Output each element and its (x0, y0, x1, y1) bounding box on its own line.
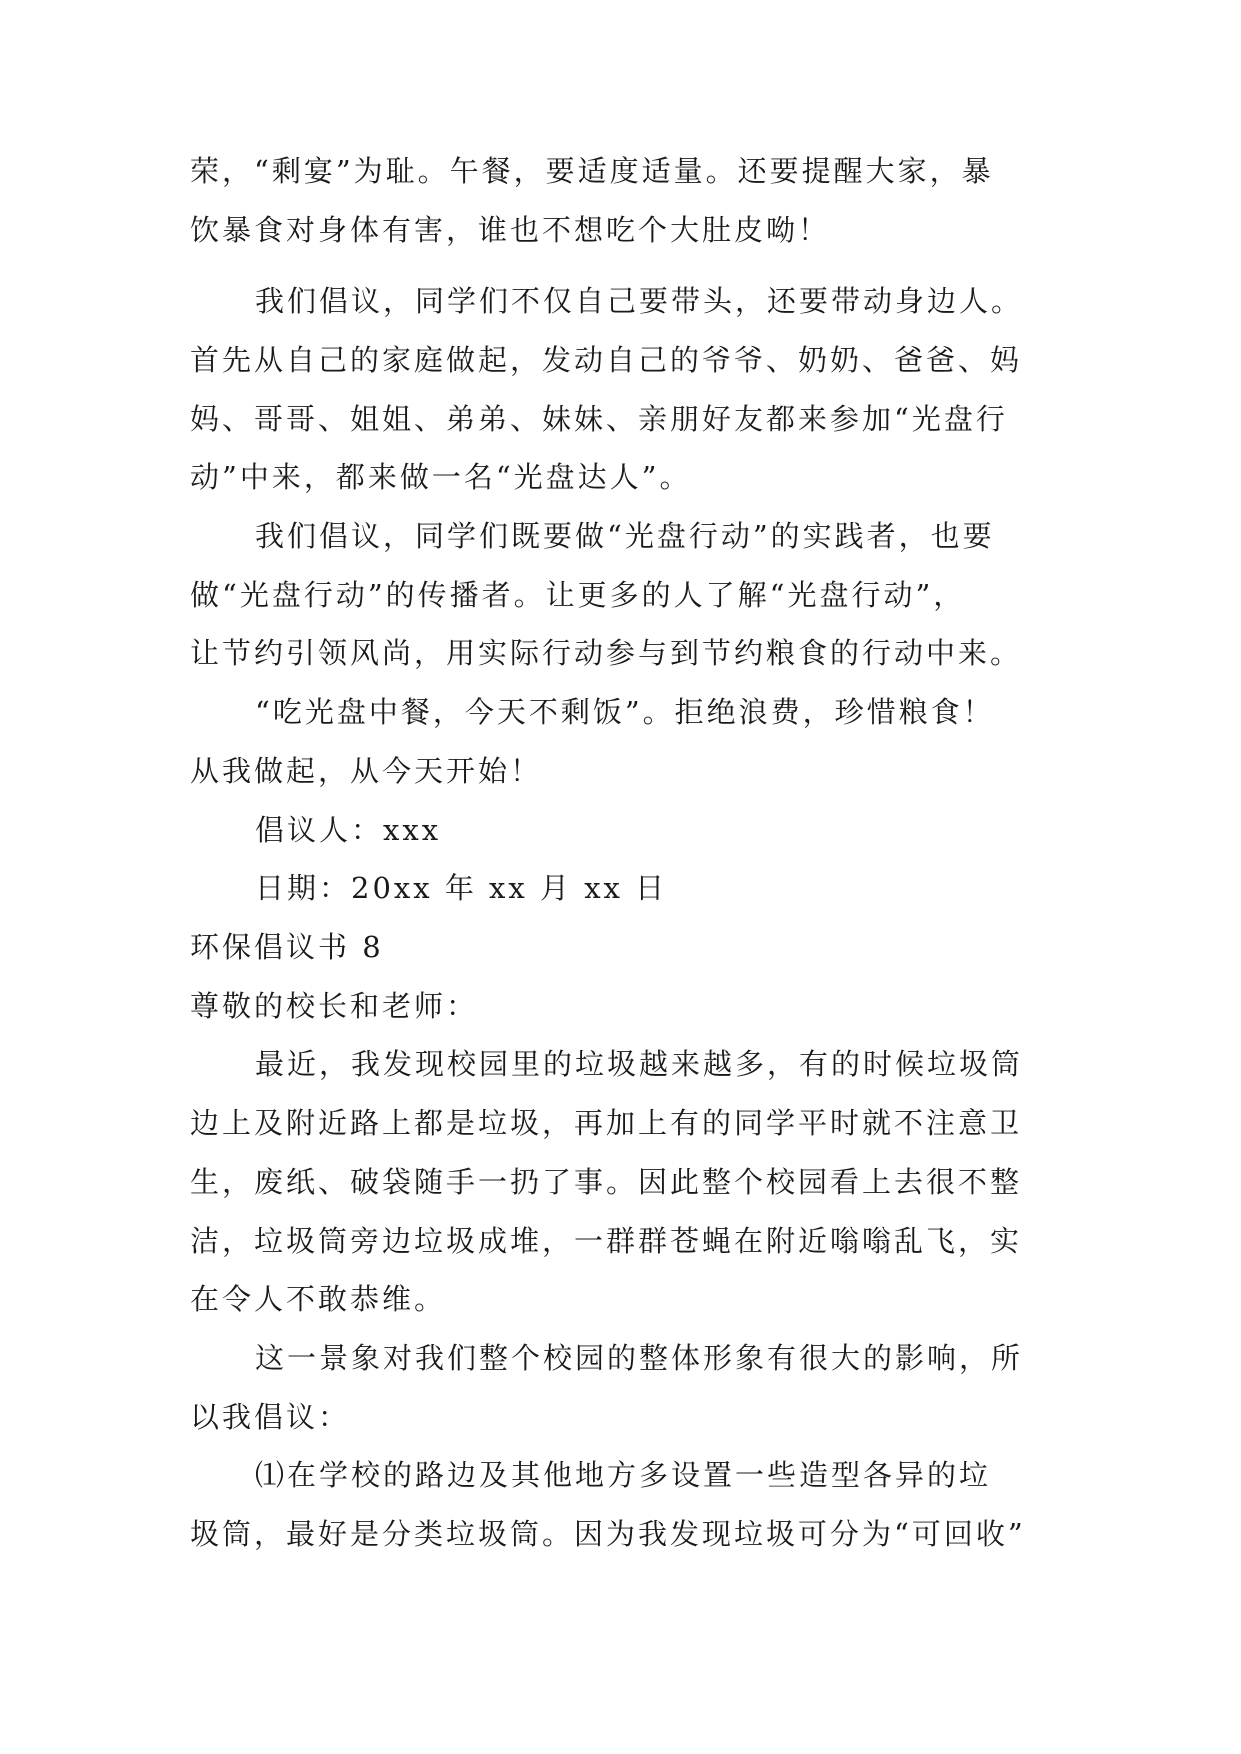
list-item-start: ⑴在学校的路边及其他地方多设置一些造型各异的垃 (255, 1458, 992, 1492)
text-line: 做“光盘行动”的传播者。让更多的人了解“光盘行动”， (190, 578, 966, 612)
paragraph-start: 最近，我发现校园里的垃圾越来越多，有的时候垃圾筒 (255, 1047, 1024, 1081)
paragraph-start: 我们倡议，同学们既要做“光盘行动”的实践者，也要 (255, 519, 995, 553)
text-line: 荣，“剩宴”为耻。午餐，要适度适量。还要提醒大家，暴 (190, 154, 994, 188)
slogan-line: “吃光盘中餐，今天不剩饭”。拒绝浪费，珍惜粮食！ (255, 695, 995, 729)
salutation: 尊敬的校长和老师： (190, 989, 479, 1023)
text-line: 妈、哥哥、姐姐、弟弟、妹妹、亲朋好友都来参加“光盘行 (190, 402, 1008, 436)
text-line: 洁，垃圾筒旁边垃圾成堆，一群群苍蝇在附近嗡嗡乱飞，实 (190, 1224, 1023, 1258)
text-line: 以我倡议： (190, 1400, 351, 1434)
text-line: 从我做起，从今天开始！ (190, 754, 543, 788)
text-line: 生，废纸、破袋随手一扔了事。因此整个校园看上去很不整 (190, 1165, 1023, 1199)
paragraph-start: 这一景象对我们整个校园的整体形象有很大的影响，所 (255, 1341, 1024, 1375)
text-line: 动”中来，都来做一名“光盘达人”。 (190, 460, 692, 494)
signature-line: 倡议人：xxx (255, 813, 442, 847)
text-line: 在令人不敢恭维。 (190, 1282, 447, 1316)
paragraph-start: 我们倡议，同学们不仅自己要带头，还要带动身边人。 (255, 284, 1024, 318)
text-line: 边上及附近路上都是垃圾，再加上有的同学平时就不注意卫 (190, 1106, 1023, 1140)
section-heading: 环保倡议书 8 (190, 930, 384, 964)
text-line: 首先从自己的家庭做起，发动自己的爷爷、奶奶、爸爸、妈 (190, 343, 1023, 377)
date-line: 日期：20xx 年 xx 月 xx 日 (255, 871, 668, 905)
text-line: 饮暴食对身体有害，谁也不想吃个大肚皮呦！ (190, 213, 831, 247)
text-line: 让节约引领风尚，用实际行动参与到节约粮食的行动中来。 (190, 636, 1023, 670)
text-line: 圾筒，最好是分类垃圾筒。因为我发现垃圾可分为“可回收” (190, 1517, 1026, 1551)
